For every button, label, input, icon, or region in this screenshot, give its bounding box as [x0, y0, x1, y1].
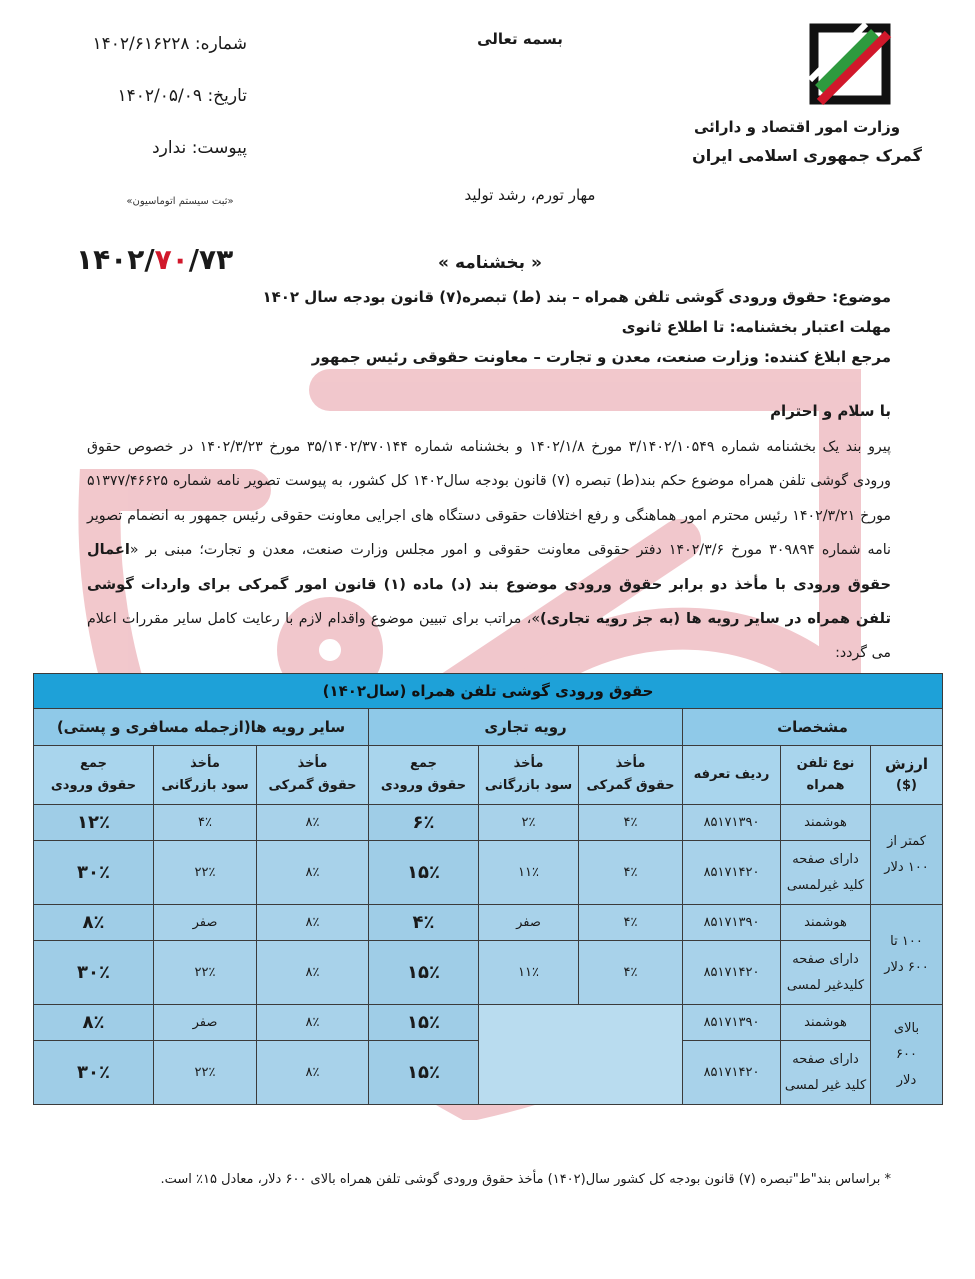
phone-type-a: دارای صفحه [792, 1051, 859, 1067]
circular-number-a: ۱۴۰۲/ [76, 243, 155, 276]
tariff-code: ۸۵۱۷۱۳۹۰ [683, 805, 781, 841]
attachment-value: ندارد [152, 138, 187, 158]
col-trade-customs-a: مأخذ [615, 756, 646, 771]
other-customs: ۸٪ [257, 941, 369, 1005]
trade-total: ۱۵٪ [369, 941, 479, 1005]
other-commercial: ۴٪ [154, 805, 257, 841]
number-label: شماره: [194, 34, 247, 54]
body-bold-part: اعمال حقوق ورودی با مأخذ دو برابر حقوق ورودی موضوع بند (د) ماده (۱) قانون امور گمرکی برای واردات گوشی تلفن همراه در سایر رویه ها (به جز رویه تجاری) [87, 541, 891, 628]
tariff-code: ۸۵۱۷۱۳۹۰ [683, 1005, 781, 1041]
trade-commercial: ۱۱٪ [479, 841, 579, 905]
letter-date [118, 86, 247, 106]
value-range-1 [871, 805, 943, 905]
validity-label: مهلت اعتبار بخشنامه: [729, 318, 891, 336]
trade-commercial: ۱۱٪ [479, 941, 579, 1005]
value-range-2-a: ۱۰۰ تا [890, 933, 923, 949]
other-customs: ۸٪ [257, 841, 369, 905]
value-range-2 [871, 905, 943, 1005]
trade-customs: ۴٪ [579, 941, 683, 1005]
col-other-total [34, 746, 154, 805]
col-trade-commercial [479, 746, 579, 805]
body-part-1: پیرو بند یک بخشنامه شماره ۳/۱۴۰۲/۱۰۵۴۹ مورخ ۱۴۰۲/۱/۸ و بخشنامه شماره ۳۵/۱۴۰۲/۳۷۰۱۴۴ مورخ ۱۴۰۲/۳/۲۳ در خصوص حقوق ورودی گوشی تلفن همراه موضوع حکم بند(ط) تبصره (۷) قانون بودجه سال۱۴۰۲ کل کشور، به پیوست تصویر نامه شماره ۵۱۳۷۷/۴۶۶۲۵ مورخ ۱۴۰۲/۳/۲۱ رئیس محترم امور هماهنگی و رفع اختلافات حقوقی دستگاه های اجرایی معاونت حقوقی رئیس جمهور به انضمام تصویر نامه شماره ۳۰۹۸۹۴ مورخ ۱۴۰۲/۳/۶ دفتر حقوقی معاونت حقوقی و امور مجلس وزارت صنعت، معدن و تجارت؛ مبنی بر « [87, 439, 892, 559]
trade-commercial: ۲٪ [479, 805, 579, 841]
trade-customs: ۴٪ [579, 841, 683, 905]
subject-label: موضوع: [832, 288, 891, 306]
customs-logo-icon [806, 20, 894, 108]
trade-total: ۴٪ [369, 905, 479, 941]
validity-line [622, 318, 891, 336]
phone-type-b: کلیدغیر لمسی [786, 977, 865, 993]
slogan: مهار تورم، رشد تولید [464, 186, 596, 204]
date-label: تاریخ: [207, 86, 247, 106]
value-range-2-b: ۶۰۰ دلار [884, 959, 929, 975]
other-total: ۳۰٪ [34, 841, 154, 905]
phone-type-b: کلید غیرلمسی [786, 877, 865, 893]
other-commercial: ۲۲٪ [154, 941, 257, 1005]
body-part-2: »، مراتب برای تبیین موضوع واقدام لازم با رعایت کامل سایر مقررات اعلام می گردد: [87, 611, 891, 662]
phone-type [781, 841, 871, 905]
phone-type: هوشمند [781, 805, 871, 841]
col-other-commercial-b: سود بازرگانی [161, 778, 249, 793]
other-total: ۱۲٪ [34, 805, 154, 841]
trade-total: ۶٪ [369, 805, 479, 841]
col-trade-total-a: جمع [410, 756, 437, 771]
basmala: بسمه تعالی [477, 30, 563, 48]
other-commercial: ۲۲٪ [154, 1041, 257, 1105]
col-trade-commercial-a: مأخذ [513, 756, 544, 771]
col-other-customs-b: حقوق گمرکی [268, 778, 357, 793]
col-other-total-a: جمع [80, 756, 107, 771]
col-trade-customs-b: حقوق گمرکی [586, 778, 675, 793]
tariff-code: ۸۵۱۷۱۴۲۰ [683, 1041, 781, 1105]
phone-type [781, 1041, 871, 1105]
footnote: * براساس بند"ط"تبصره (۷) قانون بودجه کل کشور سال(۱۴۰۲) مأخذ حقوق ورودی گوشی تلفن همراه بالای ۶۰۰ دلار، معادل ۱۵٪ است. [160, 1172, 891, 1187]
col-trade-customs [579, 746, 683, 805]
col-tariff: ردیف تعرفه [683, 746, 781, 805]
authority-label: مرجع ابلاغ کننده: [763, 348, 891, 366]
other-customs: ۸٪ [257, 905, 369, 941]
phone-type: هوشمند [781, 905, 871, 941]
authority-text: وزارت صنعت، معدن و تجارت – معاونت حقوقی رئیس جمهور [311, 348, 759, 366]
validity-text: تا اطلاع ثانوی [621, 318, 725, 336]
trade-total: ۱۵٪ [369, 841, 479, 905]
trade-commercial: صفر [479, 905, 579, 941]
col-other-customs [257, 746, 369, 805]
circular-number-b: ۷۰ [154, 243, 189, 276]
value-range-3-c: دلار [896, 1072, 917, 1088]
letter-number [92, 34, 247, 54]
table-title: حقوق ورودی گوشی تلفن همراه (سال۱۴۰۲) [34, 674, 943, 709]
tariff-code: ۸۵۱۷۱۳۹۰ [683, 905, 781, 941]
customs-name: گمرک جمهوری اسلامی ایران [692, 146, 922, 165]
phone-type-a: دارای صفحه [792, 951, 859, 967]
col-other-customs-a: مأخذ [297, 756, 328, 771]
col-trade-total-b: حقوق ورودی [380, 778, 467, 793]
greeting: با سلام و احترام [770, 402, 891, 420]
other-total: ۳۰٪ [34, 941, 154, 1005]
authority-line [312, 348, 891, 366]
automation-note: «ثبت سیستم اتوماسیون» [126, 196, 234, 207]
other-commercial: ۲۲٪ [154, 841, 257, 905]
other-customs: ۸٪ [257, 1005, 369, 1041]
value-range-1-b: ۱۰۰ دلار [884, 859, 929, 875]
group-other-header: سایر رویه ها(ازجمله مسافری و پستی) [34, 709, 369, 746]
ministry-name: وزارت امور اقتصاد و دارائی [693, 118, 901, 136]
phone-type-a: دارای صفحه [792, 851, 859, 867]
other-total: ۸٪ [34, 905, 154, 941]
number-value: ۱۴۰۲/۶۱۶۲۲۸ [92, 34, 190, 54]
subject-text: حقوق ورودی گوشی تلفن همراه – بند (ط) تبصره(۷) قانون بودجه سال ۱۴۰۲ [262, 288, 827, 306]
other-customs: ۸٪ [257, 805, 369, 841]
value-range-3 [871, 1005, 943, 1105]
group-spec-header: مشخصات [683, 709, 943, 746]
circular-number-c: /۷۳ [188, 243, 234, 276]
value-range-3-a: بالای [893, 1020, 920, 1036]
date-value: ۱۴۰۲/۰۵/۰۹ [117, 86, 203, 106]
other-customs: ۸٪ [257, 1041, 369, 1105]
other-commercial: صفر [154, 905, 257, 941]
tariff-code: ۸۵۱۷۱۴۲۰ [683, 841, 781, 905]
phone-type [781, 941, 871, 1005]
trade-customs: ۴٪ [579, 805, 683, 841]
letter-attachment [152, 138, 247, 158]
other-commercial: صفر [154, 1005, 257, 1041]
col-other-commercial [154, 746, 257, 805]
value-range-1-a: کمتر از [887, 833, 926, 849]
col-value-b: ($) [896, 778, 917, 793]
subject-line [262, 288, 891, 306]
trade-merged-empty [479, 1005, 683, 1105]
phone-type-b: کلید غیر لمسی [784, 1077, 867, 1093]
body-paragraph [87, 430, 891, 671]
col-other-total-b: حقوق ورودی [50, 778, 137, 793]
col-value-a: ارزش [884, 755, 929, 773]
circular-title: « بخشنامه » [438, 253, 542, 273]
col-type: نوع تلفن همراه [781, 746, 871, 805]
trade-total: ۱۵٪ [369, 1041, 479, 1105]
trade-customs: ۴٪ [579, 905, 683, 941]
duty-table [33, 673, 943, 1105]
tariff-code: ۸۵۱۷۱۴۲۰ [683, 941, 781, 1005]
attachment-label: پیوست: [191, 138, 247, 158]
group-trade-header: رویه تجاری [369, 709, 683, 746]
circular-number [76, 243, 233, 276]
col-other-commercial-a: مأخذ [190, 756, 220, 771]
col-value [871, 746, 943, 805]
col-trade-commercial-b: سود بازرگانی [484, 778, 573, 793]
trade-total: ۱۵٪ [369, 1005, 479, 1041]
other-total: ۸٪ [34, 1005, 154, 1041]
value-range-3-b: ۶۰۰ [896, 1046, 917, 1062]
col-trade-total [369, 746, 479, 805]
phone-type: هوشمند [781, 1005, 871, 1041]
other-total: ۳۰٪ [34, 1041, 154, 1105]
